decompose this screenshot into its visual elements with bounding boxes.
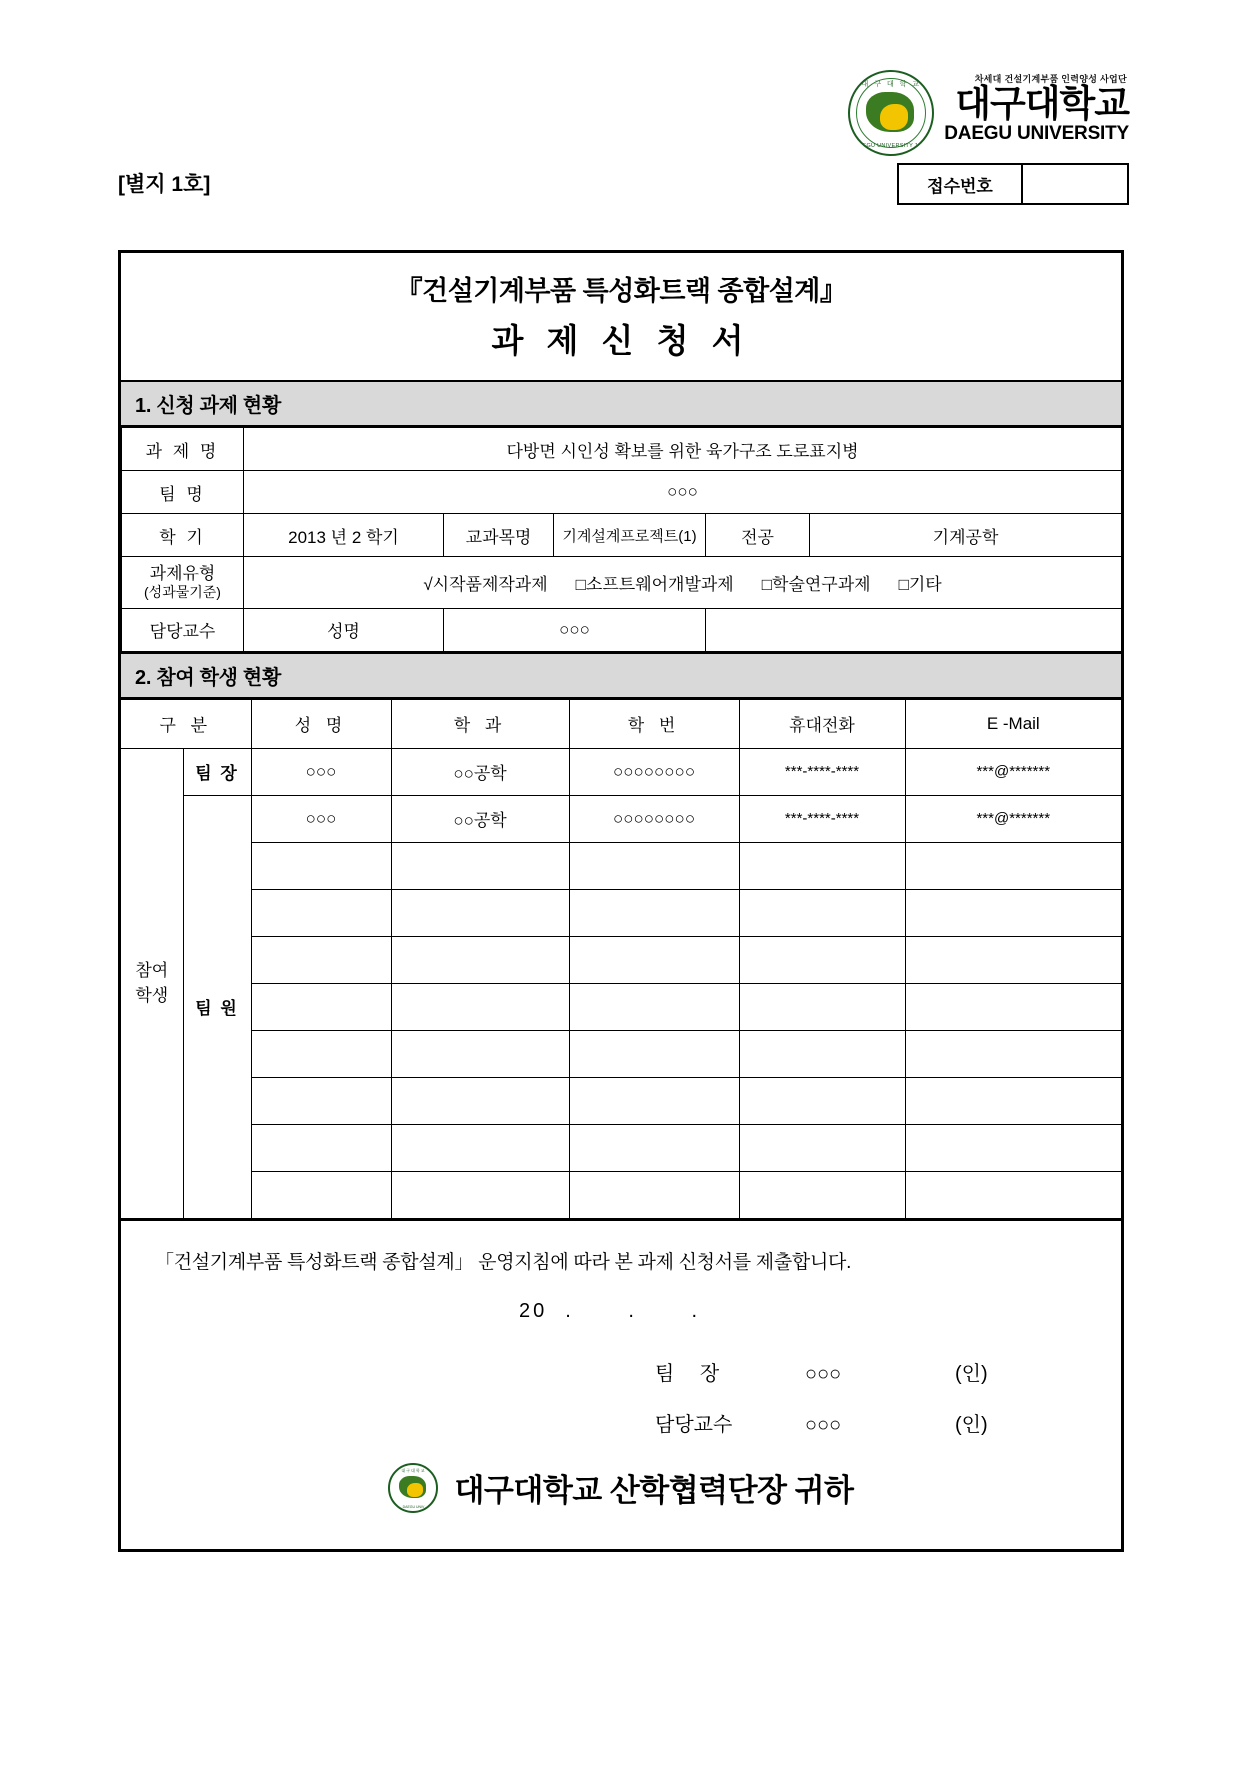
member-name[interactable] bbox=[251, 983, 391, 1030]
project-type-option-research[interactable] bbox=[762, 570, 871, 595]
member-name[interactable] bbox=[251, 1124, 391, 1171]
project-type-label-line2: (성과물기준) bbox=[144, 584, 221, 601]
table-row-professor bbox=[122, 608, 1122, 651]
application-form-frame bbox=[118, 250, 1124, 1552]
member-student-no[interactable] bbox=[569, 1171, 739, 1218]
project-type-option-prototype[interactable] bbox=[423, 570, 547, 595]
member-student-no[interactable]: ○○○○○○○○ bbox=[569, 795, 739, 842]
member-name[interactable] bbox=[251, 1077, 391, 1124]
table-row-member-1 bbox=[121, 795, 1121, 842]
checkbox-research-icon[interactable]: □ bbox=[761, 574, 773, 594]
table-row-member-8 bbox=[121, 1124, 1121, 1171]
table-header-row bbox=[121, 699, 1121, 748]
table-row-member-4 bbox=[121, 936, 1121, 983]
member-name[interactable]: ○○○ bbox=[251, 795, 391, 842]
member-student-no[interactable] bbox=[569, 936, 739, 983]
signature-seal-professor: (인) bbox=[955, 1413, 988, 1436]
leader-phone[interactable]: ***-****-**** bbox=[739, 748, 905, 795]
leader-dept[interactable]: ○○공학 bbox=[391, 748, 569, 795]
member-phone[interactable]: ***-****-**** bbox=[739, 795, 905, 842]
addressee-text: 대구대학교 산학협력단장 귀하 bbox=[454, 1473, 854, 1509]
member-phone[interactable] bbox=[739, 983, 905, 1030]
column-header-department: 학 과 bbox=[391, 699, 569, 748]
emblem-top-text: 대 구 대 학 교 bbox=[861, 81, 922, 88]
signature-role-leader: 팀 장 bbox=[655, 1362, 730, 1385]
project-type-option-software[interactable] bbox=[576, 570, 734, 595]
column-header-phone: 휴대전화 bbox=[739, 699, 905, 748]
member-name[interactable] bbox=[251, 1171, 391, 1218]
professor-name-label: 성명 bbox=[244, 608, 444, 651]
member-email[interactable] bbox=[905, 1171, 1121, 1218]
date-prefix: 20 bbox=[518, 1299, 548, 1322]
professor-label: 담당교수 bbox=[122, 608, 244, 651]
leader-name[interactable]: ○○○ bbox=[251, 748, 391, 795]
member-email[interactable] bbox=[905, 889, 1121, 936]
member-dept[interactable] bbox=[391, 983, 569, 1030]
member-name[interactable] bbox=[251, 842, 391, 889]
signature-role-professor: 담당교수 bbox=[655, 1413, 733, 1436]
participants-group-label-line2: 학생 bbox=[135, 986, 169, 1006]
team-name-value[interactable]: ○○○ bbox=[244, 471, 1122, 514]
member-dept[interactable] bbox=[391, 1124, 569, 1171]
term-label: 학 기 bbox=[122, 514, 244, 557]
member-phone[interactable] bbox=[739, 1171, 905, 1218]
checkbox-prototype-icon[interactable]: √ bbox=[423, 574, 433, 594]
table-row-member-2 bbox=[121, 842, 1121, 889]
term-value[interactable]: 2013 년 2 학기 bbox=[244, 514, 444, 557]
member-student-no[interactable] bbox=[569, 1077, 739, 1124]
table-row-member-7 bbox=[121, 1077, 1121, 1124]
table-row-project-type bbox=[122, 557, 1122, 609]
checkbox-other-icon[interactable]: □ bbox=[898, 574, 909, 594]
role-label-member: 팀 원 bbox=[183, 795, 251, 1218]
section-1-heading: 1. 신청 과제 현황 bbox=[121, 382, 1121, 427]
team-name-label: 팀 명 bbox=[122, 471, 244, 514]
column-header-email: E -Mail bbox=[905, 699, 1121, 748]
member-name[interactable] bbox=[251, 936, 391, 983]
member-email[interactable] bbox=[905, 1030, 1121, 1077]
member-name[interactable] bbox=[251, 889, 391, 936]
member-dept[interactable] bbox=[391, 1077, 569, 1124]
project-type-options bbox=[244, 557, 1122, 609]
project-name-label: 과 제 명 bbox=[122, 428, 244, 471]
major-label: 전공 bbox=[706, 514, 810, 557]
member-email[interactable] bbox=[905, 936, 1121, 983]
program-tagline: 차세대 건설기계부품 인력양성 사업단 bbox=[974, 74, 1127, 84]
daegu-university-emblem-icon bbox=[848, 70, 934, 156]
form-number: [별지 1호] bbox=[118, 173, 211, 196]
member-phone[interactable] bbox=[739, 936, 905, 983]
course-value[interactable]: 기계설계프로젝트(1) bbox=[554, 514, 706, 557]
member-student-no[interactable] bbox=[569, 889, 739, 936]
project-type-option-software-label: 소프트웨어개발과제 bbox=[585, 574, 734, 594]
column-header-division: 구 분 bbox=[121, 699, 251, 748]
professor-extra-value[interactable] bbox=[706, 608, 1122, 651]
section-2-heading: 2. 참여 학생 현황 bbox=[121, 652, 1121, 699]
member-email[interactable]: ***@******* bbox=[905, 795, 1121, 842]
project-type-label-line1: 과제유형 bbox=[149, 564, 216, 583]
project-name-value[interactable]: 다방면 시인성 확보를 위한 육가구조 도로표지병 bbox=[244, 428, 1122, 471]
project-type-option-other[interactable] bbox=[899, 570, 942, 595]
receipt-number-box bbox=[897, 163, 1129, 205]
signature-name-professor[interactable]: ○○○ bbox=[805, 1413, 842, 1436]
member-name[interactable] bbox=[251, 1030, 391, 1077]
submission-statement-block bbox=[121, 1219, 1121, 1549]
member-phone[interactable] bbox=[739, 889, 905, 936]
receipt-number-field[interactable] bbox=[1023, 165, 1127, 203]
table-row-team-name bbox=[122, 471, 1122, 514]
table-row-project-name bbox=[122, 428, 1122, 471]
table-row-team-leader bbox=[121, 748, 1121, 795]
member-phone[interactable] bbox=[739, 1030, 905, 1077]
major-value[interactable]: 기계공학 bbox=[810, 514, 1122, 557]
member-dept[interactable]: ○○공학 bbox=[391, 795, 569, 842]
member-phone[interactable] bbox=[739, 1124, 905, 1171]
column-header-student-no: 학 번 bbox=[569, 699, 739, 748]
member-student-no[interactable] bbox=[569, 842, 739, 889]
signature-line-leader bbox=[155, 1357, 1087, 1386]
receipt-number-label: 접수번호 bbox=[899, 165, 1023, 203]
member-student-no[interactable] bbox=[569, 1030, 739, 1077]
signature-line-professor bbox=[155, 1408, 1087, 1437]
table-row-member-3 bbox=[121, 889, 1121, 936]
project-type-option-other-label: 기타 bbox=[908, 574, 942, 594]
member-email[interactable] bbox=[905, 1124, 1121, 1171]
university-name-kr: 대구대학교 bbox=[955, 83, 1129, 124]
project-type-option-research-label: 학술연구과제 bbox=[772, 574, 871, 594]
submission-statement-text: 「건설기계부품 특성화트랙 종합설계」 운영지침에 따라 본 과제 신청서를 제출합니다. bbox=[155, 1251, 852, 1273]
submission-date-line bbox=[155, 1300, 1087, 1323]
member-dept[interactable] bbox=[391, 1030, 569, 1077]
university-wordmark bbox=[944, 70, 1129, 145]
signature-name-leader[interactable]: ○○○ bbox=[805, 1362, 842, 1385]
participating-students-table bbox=[121, 699, 1121, 1219]
column-header-name: 성 명 bbox=[251, 699, 391, 748]
table-row-member-5 bbox=[121, 983, 1121, 1030]
role-label-leader: 팀 장 bbox=[183, 748, 251, 795]
member-dept[interactable] bbox=[391, 842, 569, 889]
member-student-no[interactable] bbox=[569, 1124, 739, 1171]
member-dept[interactable] bbox=[391, 1171, 569, 1218]
form-title-block bbox=[121, 253, 1121, 382]
signature-seal-leader: (인) bbox=[955, 1362, 988, 1385]
form-title-subtitle: 『건설기계부품 특성화트랙 종합설계』 bbox=[395, 276, 847, 306]
project-type-option-prototype-label: 시작품제작과제 bbox=[432, 574, 548, 594]
table-row-member-9 bbox=[121, 1171, 1121, 1218]
participants-group-label-line1: 참여 bbox=[135, 960, 169, 980]
date-dots[interactable]: . . . bbox=[565, 1299, 724, 1322]
leader-student-no[interactable]: ○○○○○○○○ bbox=[569, 748, 739, 795]
addressee-line bbox=[155, 1463, 1087, 1513]
university-name-en: DAEGU UNIVERSITY bbox=[944, 123, 1129, 145]
table-row-member-6 bbox=[121, 1030, 1121, 1077]
member-phone[interactable] bbox=[739, 1077, 905, 1124]
professor-name-value[interactable]: ○○○ bbox=[444, 608, 706, 651]
member-dept[interactable] bbox=[391, 889, 569, 936]
member-email[interactable] bbox=[905, 983, 1121, 1030]
member-email[interactable] bbox=[905, 1077, 1121, 1124]
project-type-label bbox=[122, 557, 244, 609]
university-header bbox=[848, 70, 1129, 156]
daegu-university-emblem-small-icon: 대구대학교 DAEGU UNIV bbox=[388, 1463, 438, 1513]
member-dept[interactable] bbox=[391, 936, 569, 983]
emblem-bottom-text: DAEGU UNIVERSITY 1956 bbox=[854, 143, 929, 149]
member-phone[interactable] bbox=[739, 842, 905, 889]
member-student-no[interactable] bbox=[569, 983, 739, 1030]
member-email[interactable] bbox=[905, 842, 1121, 889]
leader-email[interactable]: ***@******* bbox=[905, 748, 1121, 795]
checkbox-software-icon[interactable]: □ bbox=[575, 574, 586, 594]
project-info-table bbox=[121, 427, 1122, 652]
form-title-main: 과 제 신 청 서 bbox=[491, 322, 751, 359]
participants-group-label bbox=[121, 748, 183, 1218]
table-row-term bbox=[122, 514, 1122, 557]
course-label: 교과목명 bbox=[444, 514, 554, 557]
